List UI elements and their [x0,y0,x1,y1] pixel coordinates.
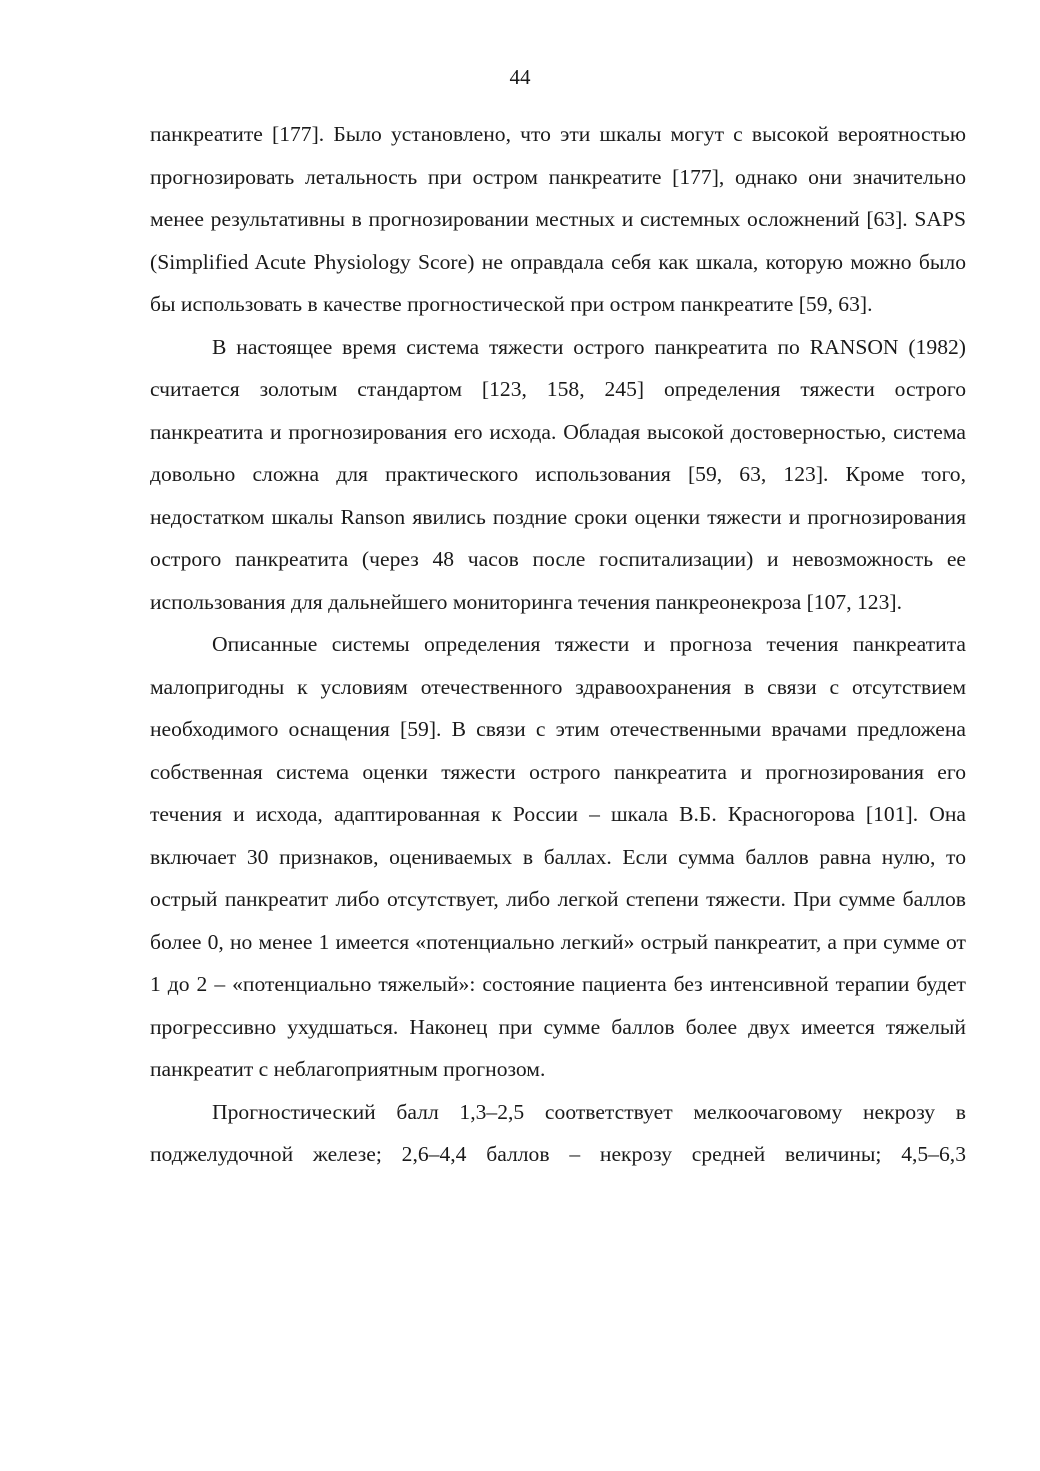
paragraph-4: Прогностический балл 1,3–2,5 соответствует мелкоочаговому некрозу в поджелудочной железе; 2,6–4,4 баллов – некрозу средней величины; 4,5–6,3 [150,1099,966,1166]
document-body [150,113,966,1176]
paragraph-3: Описанные системы определения тяжести и прогноза течения панкреатита малопригодны к условиям отечественного здравоохранения в связи с отсутствием необходимого оснащения [59]. В связи с этим отечественными врачами предложена собственная система оценки тяжести острого панкреатита и прогнозирования его течения и исхода, адаптированная к России – шкала В.Б. Красногорова [101]. Она включает 30 признаков, оцениваемых в баллах. Если сумма баллов равна нулю, то острый панкреатит либо отсутствует, либо легкой степени тяжести. При сумме баллов более 0, но менее 1 имеется «потенциально легкий» острый панкреатит, а при сумме от 1 до 2 – «потенциально тяжелый»: состояние пациента без интенсивной терапии будет прогрессивно ухудшаться. Наконец при сумме баллов более двух имеется тяжелый панкреатит с неблагоприятным прогнозом. [150,632,966,1081]
paragraph-1: панкреатите [177]. Было установлено, что эти шкалы могут с высокой вероятностью прогнозировать летальность при остром панкреатите [177], однако они значительно менее результативны в прогнозировании местных и системных осложнений [63]. SAPS (Simplified Acute Physiology Score) не оправдала себя как шкала, которую можно было бы использовать в качестве прогностической при остром панкреатите [59, 63]. [150,122,966,316]
paragraph-2: В настоящее время система тяжести острого панкреатита по RANSON (1982) считается золотым стандартом [123, 158, 245] определения тяжести острого панкреатита и прогнозирования его исхода. Обладая высокой достоверностью, система довольно сложна для практического использования [59, 63, 123]. Кроме того, недостатком шкалы Ranson явились поздние сроки оценки тяжести и прогнозирования острого панкреатита (через 48 часов после госпитализации) и невозможность ее использования для дальнейшего мониторинга течения панкреонекроза [107, 123]. [150,334,966,614]
page-number: 44 [509,65,531,89]
